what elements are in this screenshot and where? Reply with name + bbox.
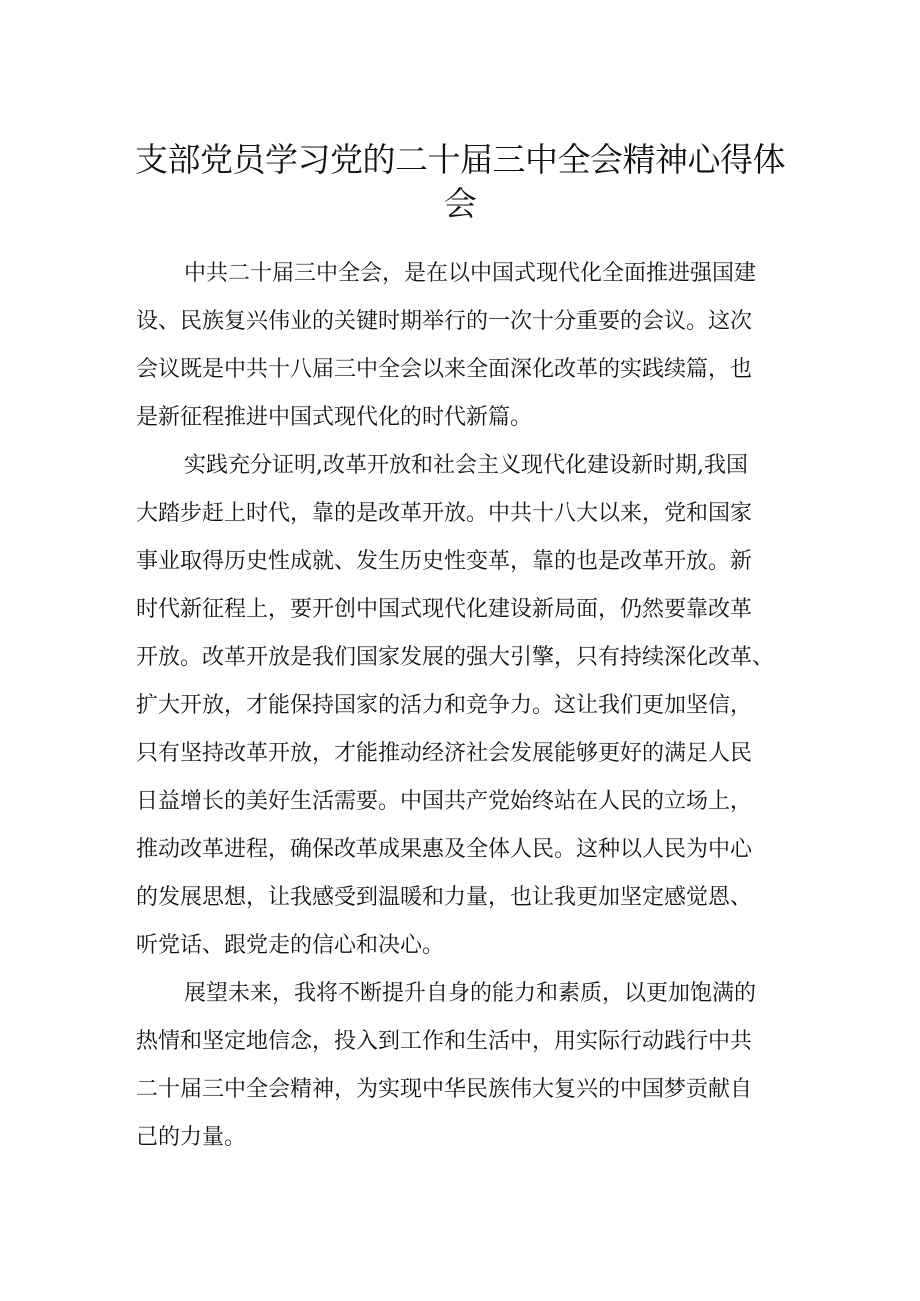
paragraph-line: 会议既是中共十八届三中全会以来全面深化改革的实践续篇，也 [136, 357, 753, 382]
paragraph-line: 己的力量。 [136, 1125, 247, 1150]
paragraph-line: 扩大开放，才能保持国家的活力和竞争力。这让我们更加坚信， [136, 693, 753, 718]
paragraph-line: 实践充分证明,改革开放和社会主义现代化建设新时期,我国 [184, 453, 748, 478]
paragraph-line: 开放。改革开放是我们国家发展的强大引擎，只有持续深化改革、 [136, 645, 775, 670]
paragraph-line: 热情和坚定地信念，投入到工作和生活中，用实际行动践行中共 [136, 1029, 753, 1054]
title-line: 支部党员学习党的二十届三中全会精神心得体 [135, 140, 785, 179]
paragraph-1 [136, 250, 804, 442]
paragraph-line: 听党话、跟党走的信心和决心。 [136, 933, 445, 958]
paragraph-line: 的发展思想，让我感受到温暖和力量，也让我更加坚定感觉恩、 [136, 885, 753, 910]
paragraph-line: 大踏步赶上时代，靠的是改革开放。中共十八大以来，党和国家 [136, 501, 753, 526]
paragraph-3 [136, 970, 804, 1162]
paragraph-line: 推动改革进程，确保改革成果惠及全体人民。这种以人民为中心 [136, 837, 753, 862]
paragraph-line: 展望未来，我将不断提升自身的能力和素质，以更加饱满的 [184, 981, 757, 1006]
paragraph-line: 时代新征程上，要开创中国式现代化建设新局面，仍然要靠改革 [136, 597, 753, 622]
paragraph-line: 中共二十届三中全会，是在以中国式现代化全面推进强国建 [184, 261, 757, 286]
paragraph-line: 是新征程推进中国式现代化的时代新篇。 [136, 405, 533, 430]
paragraph-line: 日益增长的美好生活需要。中国共产党始终站在人民的立场上， [136, 789, 753, 814]
title-line: 会 [443, 184, 477, 223]
paragraph-line: 二十届三中全会精神，为实现中华民族伟大复兴的中国梦贡献自 [136, 1077, 753, 1102]
paragraph-line: 只有坚持改革开放，才能推动经济社会发展能够更好的满足人民 [136, 741, 753, 766]
paragraph-line: 事业取得历史性成就、发生历史性变革，靠的也是改革开放。新 [136, 549, 753, 574]
document-title [130, 138, 790, 226]
paragraph-2 [136, 442, 804, 970]
paragraph-line: 设、民族复兴伟业的关键时期举行的一次十分重要的会议。这次 [136, 309, 753, 334]
